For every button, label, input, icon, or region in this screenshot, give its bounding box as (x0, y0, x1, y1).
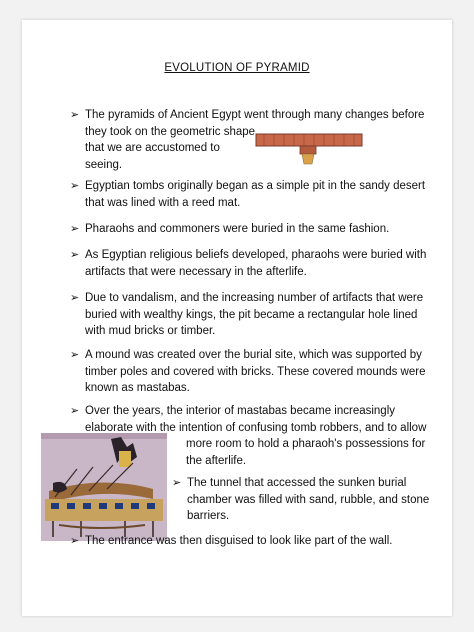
arrow-bullet-icon: ➢ (70, 349, 80, 361)
bullet-item-1 (70, 107, 424, 173)
item-4-line-2: artifacts that were necessary in the afterlife. (85, 265, 307, 278)
item-8-line-3: barriers. (187, 510, 230, 522)
bullet-item-3 (70, 221, 389, 238)
bullet-item-6 (70, 347, 425, 397)
arrow-bullet-icon: ➢ (172, 477, 182, 489)
egyptian-wall-painting-image (41, 433, 167, 541)
item-6-line-2: timber poles and covered with bricks. These covered mounds were (85, 365, 426, 378)
item-7-line-2: elaborate with the intention of confusing tomb robbers, and to allow (85, 421, 427, 434)
arrow-bullet-icon: ➢ (70, 292, 80, 304)
item-1-line-3: that we are accustomed to (85, 142, 220, 154)
arrow-bullet-icon: ➢ (70, 180, 80, 192)
item-1-line-4: seeing. (85, 158, 123, 171)
item-8-line-2: chamber was filled with sand, rubble, and stone (187, 493, 430, 506)
item-8-line-1: The tunnel that accessed the sunken burial (187, 477, 407, 489)
arrow-bullet-icon: ➢ (70, 109, 80, 121)
arrow-bullet-icon: ➢ (70, 249, 80, 261)
item-1-line-2: they took on the geometric shape (85, 125, 256, 138)
bullet-item-2 (70, 178, 425, 211)
item-2-line-2: that was lined with a reed mat. (85, 196, 241, 209)
bullet-item-8 (172, 475, 429, 525)
item-9-line-1: The entrance was then disguised to look like part of the wall. (85, 535, 393, 547)
item-7-line-4: the afterlife. (186, 454, 247, 467)
arrow-bullet-icon: ➢ (70, 405, 80, 417)
mastaba-cross-section-image (254, 130, 364, 166)
item-6-line-1: A mound was created over the burial site, which was supported by (85, 349, 422, 361)
item-7-line-1: Over the years, the interior of mastabas became increasingly (85, 405, 396, 417)
item-1-line-1: The pyramids of Ancient Egypt went through many changes before (85, 109, 425, 121)
item-5-line-2: buried with wealthy kings, the pit became a rectangular hole lined (85, 308, 418, 321)
bullet-item-4 (70, 247, 426, 280)
arrow-bullet-icon: ➢ (70, 535, 80, 547)
item-7-line-3: more room to hold a pharaoh's possessions for (186, 438, 426, 450)
arrow-bullet-icon: ➢ (70, 223, 80, 235)
item-3-line-1: Pharaohs and commoners were buried in the same fashion. (85, 223, 390, 235)
item-2-line-1: Egyptian tombs originally began as a simple pit in the sandy desert (85, 180, 426, 192)
bullet-item-5 (70, 290, 423, 340)
bullet-item-9 (70, 533, 392, 550)
document-title: EVOLUTION OF PYRAMID (164, 62, 310, 74)
item-4-line-1: As Egyptian religious beliefs developed, pharaohs were buried with (85, 249, 427, 261)
item-5-line-1: Due to vandalism, and the increasing number of artifacts that were (85, 292, 424, 304)
item-6-line-3: known as mastabas. (85, 382, 190, 394)
item-5-line-3: with mud bricks or timber. (85, 325, 216, 337)
